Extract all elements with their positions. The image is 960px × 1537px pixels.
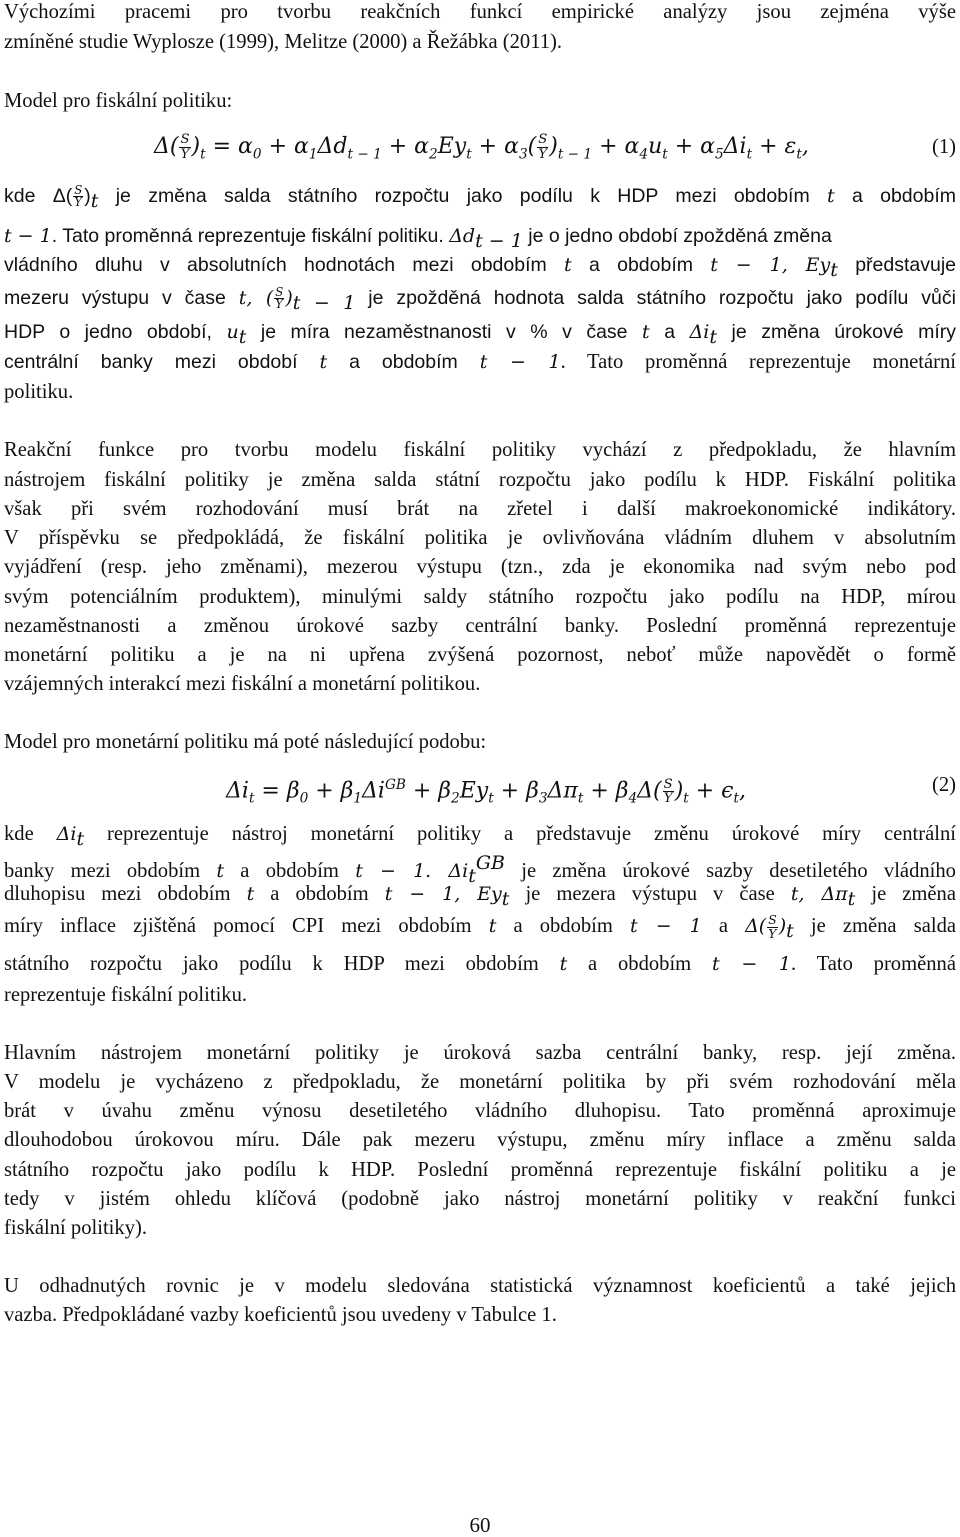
paragraph-line: Reakční funkce pro tvorbu modelu fiskální politiky vychází z předpokladu, že hlavním <box>4 439 956 461</box>
paragraph-line: vazba. Předpokládané vazby koeficientů jsou uvedeny v Tabulce 1. <box>4 1304 557 1326</box>
paragraph-line: tedy v jistém ohledu klíčová (podobně jako nástroj monetární politiky v reakční funkci <box>4 1188 956 1210</box>
page-number: 60 <box>469 1513 491 1537</box>
paragraph-line: fiskální politiky). <box>4 1217 147 1239</box>
paragraph-line: V příspěvku se předpokládá, že fiskální politika je ovlivňována vládním dluhem v absolutním <box>4 527 956 549</box>
paragraph-line: státního rozpočtu jako podílu k HDP. Poslední proměnná reprezentuje fiskální politiku a je <box>4 1159 956 1181</box>
paragraph-line: nástrojem fiskální politiky je změna salda státní rozpočtu jako podílu k HDP. Fiskální politika <box>4 469 956 491</box>
paragraph-line: HDP o jedno období, $u_t$ je míra nezaměstnanosti v % v čase t a $\Delta i_t$ je změna úrokové míry <box>4 321 957 348</box>
paragraph-line: vládního dluhu v absolutních hodnotách mezi obdobím t a obdobím t − 1, $Ey_t$ představuje <box>4 254 957 281</box>
paragraph-line: však při svém rozhodování musí brát na zřetel i další makroekonomické indikátory. <box>4 498 956 520</box>
paragraph-line: V modelu je vycházeno z předpokladu, že monetární politika by při svém rozhodování měla <box>4 1071 956 1093</box>
paragraph-line: kde $\Delta i_t$ reprezentuje nástroj monetární politiky a představuje změnu úrokové míry centrální <box>4 823 956 851</box>
paragraph-line: reprezentuje fiskální politiku. <box>4 984 248 1006</box>
section-intro: Model pro monetární politiku má poté následující podobu: <box>4 731 487 753</box>
paragraph-line: U odhadnutých rovnic je v modelu sledována statistická významnost koeficientů a také jejich <box>4 1275 956 1297</box>
equation-number: (2) <box>931 774 956 796</box>
paragraph-line: politiku. <box>4 381 74 403</box>
paragraph-line: kde Δ( $\frac{S}{Y}$ )$_t$ je změna salda státního rozpočtu jako podílu k HDP mezi obdobím t a obdobím <box>4 182 956 212</box>
paragraph-line: vyjádření (resp. jeho změnami), mezerou výstupu (tzn., zda je ekonomika nad svým nebo pod <box>4 556 956 578</box>
paragraph-line: t − 1. Tato proměnná reprezentuje fiskální politiku. $\Delta d_{t - 1}$ je o jedno období zpožděná změna <box>4 225 832 253</box>
paragraph-line: státního rozpočtu jako podílu k HDP mezi obdobím t a obdobím t − 1. Tato proměnná <box>4 953 956 975</box>
paragraph-line: monetární politiku a je na ni upřena zvýšená pozornost, neboť může napovědět o formě <box>4 644 956 666</box>
paragraph-line: banky mezi obdobím t a obdobím t − 1. $\Delta i_t^{GB}$ je změna úrokové sazby desetiletého vládního <box>4 852 956 887</box>
paragraph-line: brát v úvahu změnu výnosu desetiletého vládního dluhopisu. Tato proměnná aproximuje <box>4 1100 956 1122</box>
equation-2: $\Delta i_t = \beta_0 + \beta_1\Delta i^{GB} + \beta_2Ey_t + \beta_3\Delta\pi_t + \beta_4\Delta$( $\frac{S}{Y}$ )$_t + \epsilon_t$, <box>226 776 746 807</box>
paragraph-line: dluhopisu mezi obdobím t a obdobím t − 1, $Ey_t$ je mezera výstupu v čase t, $\Delta\pi_t$ je změna <box>4 883 956 911</box>
paragraph-line: mezeru výstupu v čase t, ( $\frac{S}{Y}$ )$_{t - 1}$ je zpožděná hodnota salda státního rozpočtu jako podílu vůči <box>4 284 956 314</box>
paragraph-line: centrální banky mezi období t a obdobím t − 1. Tato proměnná reprezentuje monetární <box>4 351 956 373</box>
paragraph-line: svým potenciálním produktem), minulými saldy státního rozpočtu jako podílu na HDP, mírou <box>4 586 956 608</box>
paragraph-line: míry inflace zjištěná pomocí CPI mezi obdobím t a obdobím t − 1 a Δ( $\frac{S}{Y}$ )$_t$ je změna salda <box>4 913 957 943</box>
equation-number: (1) <box>931 136 956 158</box>
paragraph-line: nezaměstnanosti a změnou úrokové sazby centrální banky. Poslední proměnná reprezentuje <box>4 615 956 637</box>
section-intro: Model pro fiskální politiku: <box>4 90 233 112</box>
paragraph-line: Hlavním nástrojem monetární politiky je úroková sazba centrální banky, resp. její změna. <box>4 1042 956 1064</box>
paragraph-line: Výchozími pracemi pro tvorbu reakčních funkcí empirické analýzy jsou zejména výše <box>4 1 956 23</box>
equation-1: Δ( $\frac{S}{Y}$ )$_t = \alpha_0 + \alpha_1\Delta d_{t - 1} + \alpha_2Ey_t + \alpha_3$( $\frac{S}{Y}$ )$_{t - 1} + \alpha_4u_t + \alpha_5\Delta i_t + \varepsilon_t$, <box>154 132 809 163</box>
paragraph-line: dlouhodobou úrokovou míru. Dále pak mezeru výstupu, změnu míry inflace a změnu salda <box>4 1129 956 1151</box>
paragraph-line: vzájemných interakcí mezi fiskální a monetární politikou. <box>4 673 481 695</box>
paragraph-line: zmíněné studie Wyplosze (1999), Melitze (2000) a Řežábka (2011). <box>4 31 563 53</box>
